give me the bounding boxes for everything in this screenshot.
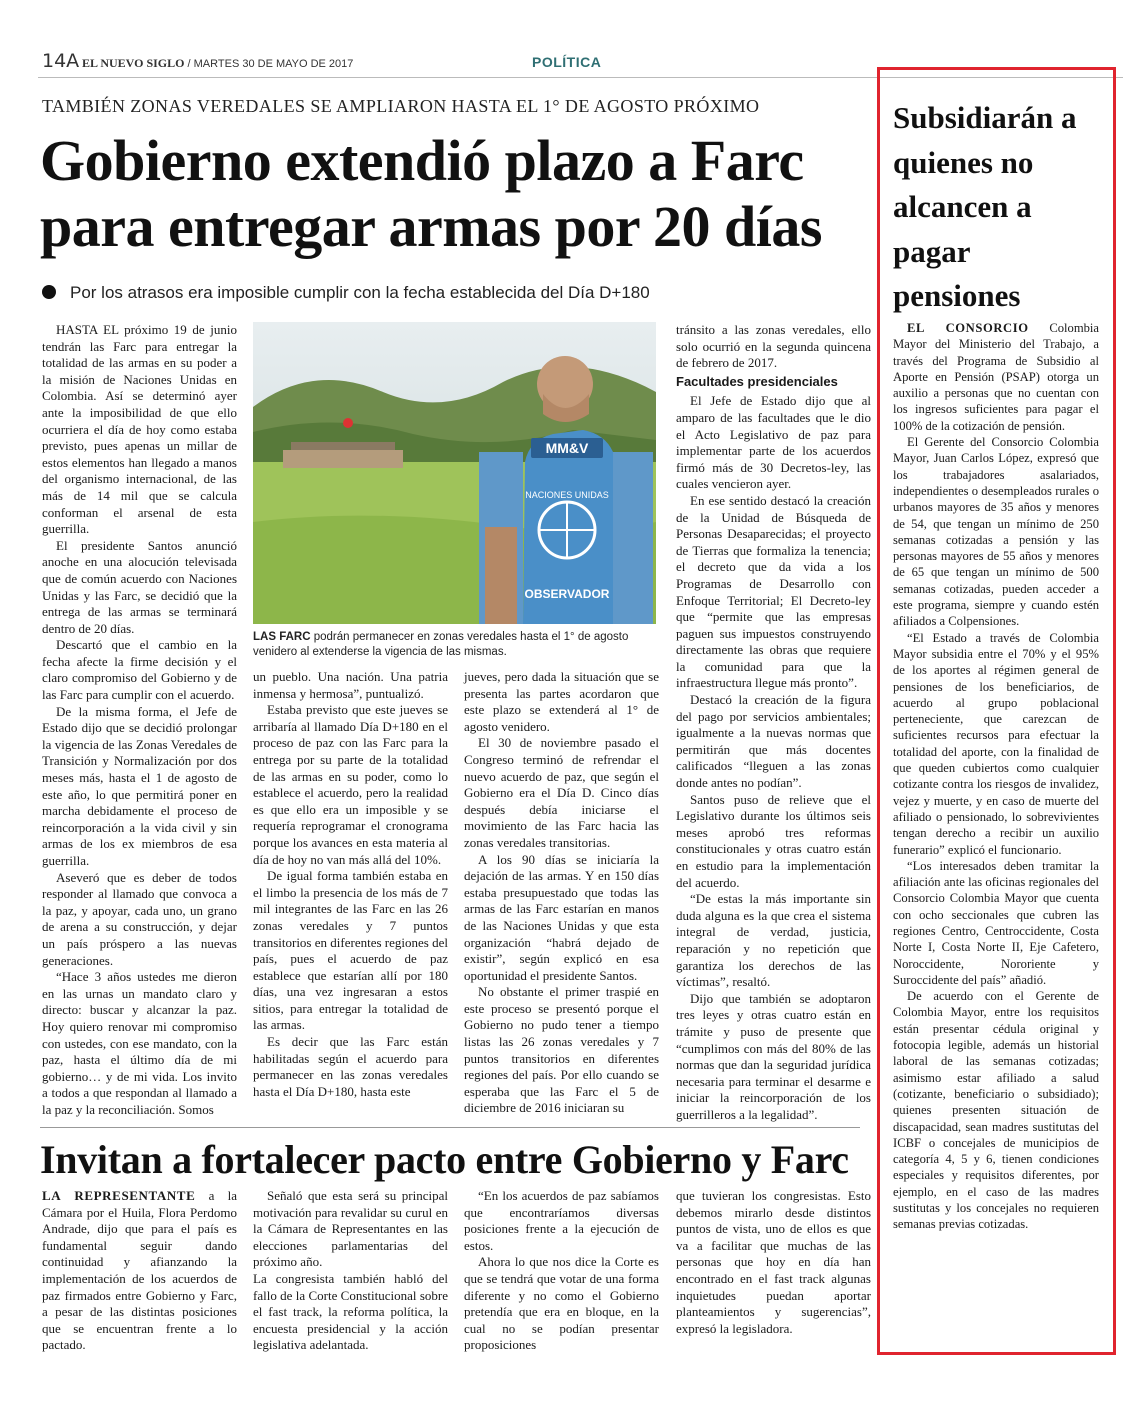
paragraph: Descartó que el cambio en la fecha afecte la firme decisión y el claro compromiso del Gobierno y de las Farc para cumplir con el acuerdo. [42,637,237,703]
paragraph: “En los acuerdos de paz sabíamos que encontraríamos diversas posiciones frente a la ejecución de estos. [464,1188,659,1253]
paragraph [42,1188,237,1354]
vest-observer-text: OBSERVADOR [524,587,610,601]
section-label: POLÍTICA [532,54,602,70]
article-deck [42,283,650,303]
paragraph: De igual forma también estaba en el limbo la presencia de los más de 7 mil integrantes de las Farc en las 26 zonas veredales y 7 puntos transitorios en diferentes regiones del país, pues el acuerdo de paz establece que estarían allí por 180 días, una vez ingresaran a estos sitios, para entregar la totalidad de las armas. [253,868,448,1033]
paragraph: Aseveró que es deber de todos responder al llamado que convoca a la paz, y apoyar, cada uno, un grano de arena a su construcción, y dejar un país próspero a las nuevas generaciones. [42,869,237,968]
paragraph: A los 90 días se iniciaría la dejación de las armas. Y en 150 días estaba presupuestado que todas las armas de las Farc estarían en manos de las Naciones Unidas y que esta organización “habrá dejado de existir”, según explicó en esa oportunidad el presidente Santos. [464,851,659,983]
sidebar-body [893,320,1099,1233]
vest-un-text: NACIONES UNIDAS [525,490,609,500]
second-article-column-4 [676,1188,871,1337]
paragraph: En ese sentido destacó la creación de la Unidad de Búsqueda de Personas Desaparecidas; el proyecto de Tierras que formaliza la tenencia; el decreto que da vida a los Programas de Desarrollo con Enfoque Territorial; El Decreto-ley que “permite que las empresas paguen sus impuestos construyendo directamente las obras que requiere la comunidad para que la infraestructura llegue más pronto”. [676,492,871,691]
paragraph: tránsito a las zonas veredales, ello solo ocurrió en la segunda quincena de febrero de 2017. [676,322,871,371]
sidebar-headline: Subsidiarán a quienes no alcancen a pagar pensiones [893,100,1077,313]
paragraph: Destacó la creación de la figura del pago por servicios ambientales; igualmente a la nuevas normas que permitirán que más docentes calificados “lleguen a las zonas donde antes no podían”. [676,692,871,791]
article-kicker: TAMBIÉN ZONAS VEREDALES SE AMPLIARON HASTA EL 1° DE AGOSTO PRÓXIMO [42,96,760,116]
paragraph: que tuvieran los congresistas. Esto debemos mirarlo desde distintos puntos de vista, uno de ellos es que va a facilitar que muchas de las personas que hoy en día han encontrado en el fast track algunas inquietudes puedan aportar planteamientos y sugerencias”, expresó la legisladora. [676,1188,871,1336]
section-divider [40,1127,860,1128]
article-column-2 [253,669,448,1100]
paragraph: De la misma forma, el Jefe de Estado dijo que se decidió prolongar la vigencia de las Zonas Veredales de Transición y Normalización por dos meses más, hasta el 1 de agosto de este año, lo que permitirá poner en marcha debidamente el proceso de reincorporación a la vida civil y sin armas de los ex miembros de esa guerrilla. [42,703,237,868]
caption-lead: LAS FARC [253,631,311,643]
lead-caps: EL CONSORCIO [907,321,1029,335]
deck-text: Por los atrasos era imposible cumplir con la fecha establecida del Día D+180 [70,283,650,302]
paragraph: jueves, pero dada la situación que se presenta las partes acordaron que este plazo se extenderá al 1° de agosto venidero. [464,669,659,734]
second-article-column-3 [464,1188,659,1354]
paragraph: Ahora lo que nos dice la Corte es que se tendrá que votar de una forma diferente y no como el Gobierno pretendía que era en bloque, en la cual no se podían presentar proposiciones [464,1254,659,1353]
paragraph: “El Estado a través de Colombia Mayor subsidia entre el 70% y el 95% de los aportes al régimen general de pensiones de los beneficiarios, de acuerdo al grupo poblacional perteneciente, que carezcan de suficientes recursos para efectuar la totalidad del aporte, con la finalidad de que queden cubiertos como cualquier cotizante contra los riesgos de invalidez, vejez y muerte, y en caso de muerte del afiliado o pensionado, lo sobrevivientes tengan derecho a recibir un auxilio funerario” explicó el funcionario. [893,630,1099,857]
paragraph: No obstante el primer traspié en este proceso se presentó porque el Gobierno no pudo tener a tiempo listas las 26 zonas veredales y 7 puntos transitorios en diferentes regiones del país. Por ello cuando se esperaba que las Farc el 5 de diciembre de 2016 iniciaran su [464,984,659,1116]
paragraph: El Jefe de Estado dijo que al amparo de las facultades que le dio el Acto Legislativo de paz para implementar parte de los acuerdos firmó más de 30 Decretos-ley, las cuales vencieron ayer. [676,393,871,492]
page-number: 14A [42,50,80,72]
article-photo [253,322,656,624]
paragraph: un pueblo. Una nación. Una patria inmensa y hermosa”, puntualizó. [253,669,448,701]
paragraph: “Los interesados deben tramitar la afiliación ante las oficinas regionales del Consorcio Colombia Mayor que cuenta con ocho seccionales que cubren las regiones Centro, Centroccidente, Costa Norte I, Costa Norte II, Eje Cafetero, Noroccidente, Nororiente y Suroccidente del país” añadió. [893,858,1099,987]
masthead [82,56,353,71]
paragraph: Es decir que las Farc están habilitadas según el acuerdo para permanecer en las zonas veredales hasta el Día D+180, hasta este [253,1034,448,1099]
paragraph: El 30 de noviembre pasado el Congreso terminó de refrendar el nuevo acuerdo de paz, que según el Gobierno era el Día D. Cinco días después debía iniciarse el movimiento de las Farc hacia las zonas veredales transitorias. [464,735,659,850]
paragraph: Estaba previsto que este jueves se arribaría al llamado Día D+180 en el proceso de paz con las Farc para la entrega por su parte de la totalidad de las armas en su poder, como lo establece el acuerdo, pero la realidad es que ello era un imposible y se requería reprogramar el cronograma porque los avances en esta materia al día de hoy no van más allá del 10%. [253,702,448,867]
caption-text: podrán permanecer en zonas veredales hasta el 1° de agosto venidero al extenderse la vigencia de las mismas. [253,631,629,658]
subheading: Facultades presidenciales [676,373,838,389]
paragraph: Dijo que también se adoptaron tres leyes y otras cuatro están en trámite y puso de presente que “cumplimos con más del 80% de las normas que dan la seguridad jurídica necesaria para terminar el desarme e iniciar la reincorporación de los guerrilleros a la legalidad”. [676,990,871,1122]
paragraph: Señaló que esta será su principal motivación para revalidar su curul en la Cámara de Representantes en las elecciones parlamentarias del próximo año. [253,1188,448,1270]
lead-text: a la Cámara por el Huila, Flora Perdomo Andrade, dijo que para el país es fundamental seguir dando continuidad y afianzando la implementación de los acuerdos de paz firmados entre Gobierno y Farc, a pesar de las distintas posiciones que se encuentran frente a lo pactado. [42,1188,237,1353]
second-article-column-1 [42,1188,237,1354]
issue-date: / MARTES 30 DE MAYO DE 2017 [184,58,354,70]
photo-caption [253,630,656,660]
article-headline: Gobierno extendió plazo a Farc para entregar armas por 20 días [40,128,822,259]
second-article-column-2 [253,1188,448,1354]
newspaper-name: EL NUEVO SIGLO [82,56,185,70]
lead-caps: LA REPRESENTANTE [42,1188,196,1203]
lead-text: Colombia Mayor del Ministerio del Trabajo, a través del Programa de Subsidio al Aporte en Pensión (PSAP) otorga un auxilio a personas que no cuentan con los ingresos suficientes para pagar el 100% de la cotización de pensión. [893,321,1100,433]
paragraph: “De estas la más importante sin duda alguna es la que crea el sistema integral de verdad, justicia, reparación y no repetición que garantiza los derechos de las víctimas”, resaltó. [676,891,871,990]
paragraph [893,320,1099,434]
paragraph: HASTA EL próximo 19 de junio tendrán las Farc para entregar la totalidad de las armas en su poder a la misión de Naciones Unidas en Colombia. Así se determinó ayer ante la imposibilidad de que ello ocurriera el día de hoy como estaba previsto, pues apenas un millar de estos elementos han llegado a manos del organismo internacional, de las más de 14 mil que se calcula conforman el arsenal de esta guerrilla. [42,322,237,537]
article-column-4 [676,322,871,1124]
vest-badge-text: MM&V [545,440,589,456]
article-column-3 [464,669,659,1117]
bullet-icon [42,285,56,299]
observer-photo-illustration [253,322,656,624]
paragraph: “Hace 3 años ustedes me dieron en las urnas un mandato claro y directo: buscar y alcanzar la paz. Hoy quiero renovar mi compromiso con ustedes, con ese mandato, con la paz, hasta el último día de mi gobierno… y de mi vida. Los invito a todos a que respondan al llamado a la paz y la reconciliación. Somos [42,969,237,1117]
paragraph: De acuerdo con el Gerente de Colombia Mayor, entre los requisitos están presentar cédula original y fotocopia legible, además un historial laboral de las semanas cotizadas; asimismo estar afiliado a salud (cotizante, beneficiario o subsidiado); quienes presenten situación de discapacidad, sean madres sustitutas del ICBF o concejales de municipios de categoría 4, 5 y 6, tienen condiciones especiales y requisitos diferentes, por ejemplo, en el caso de las madres sustitutas y los concejales no requieren semanas previas cotizadas. [893,989,1099,1232]
article-column-1 [42,322,237,1119]
paragraph: La congresista también habló del fallo de la Corte Constitucional sobre el fast track, la reforma política, la encuesta presidencial y la acción legislativa adelantada. [253,1270,448,1353]
paragraph: Santos puso de relieve que el Legislativo durante los últimos seis meses aprobó tres reformas constitucionales y otras cuatro están en estudio para la implementación del acuerdo. [676,791,871,890]
second-article-headline: Invitan a fortalecer pacto entre Gobierno y Farc [40,1137,849,1182]
paragraph: El Gerente del Consorcio Colombia Mayor, Juan Carlos López, expresó que los trabajadores asalariados, independientes o desempleados rurales o urbanos mayores de 35 años y menores de 54, que tengan un mínimo de 250 semanas cotizadas a pensión y las personas mayores de 55 años y menores de 65 que tengan un mínimo de 500 semanas cotizadas, pueden acceder a este programa, siempre y cuando estén afiliados a Colpensiones. [893,435,1099,629]
paragraph: El presidente Santos anunció anoche en una alocución televisada que de común acuerdo con Naciones Unidas y las Farc, se decidió que la entrega de las armas se terminará dentro de 20 días. [42,537,237,636]
